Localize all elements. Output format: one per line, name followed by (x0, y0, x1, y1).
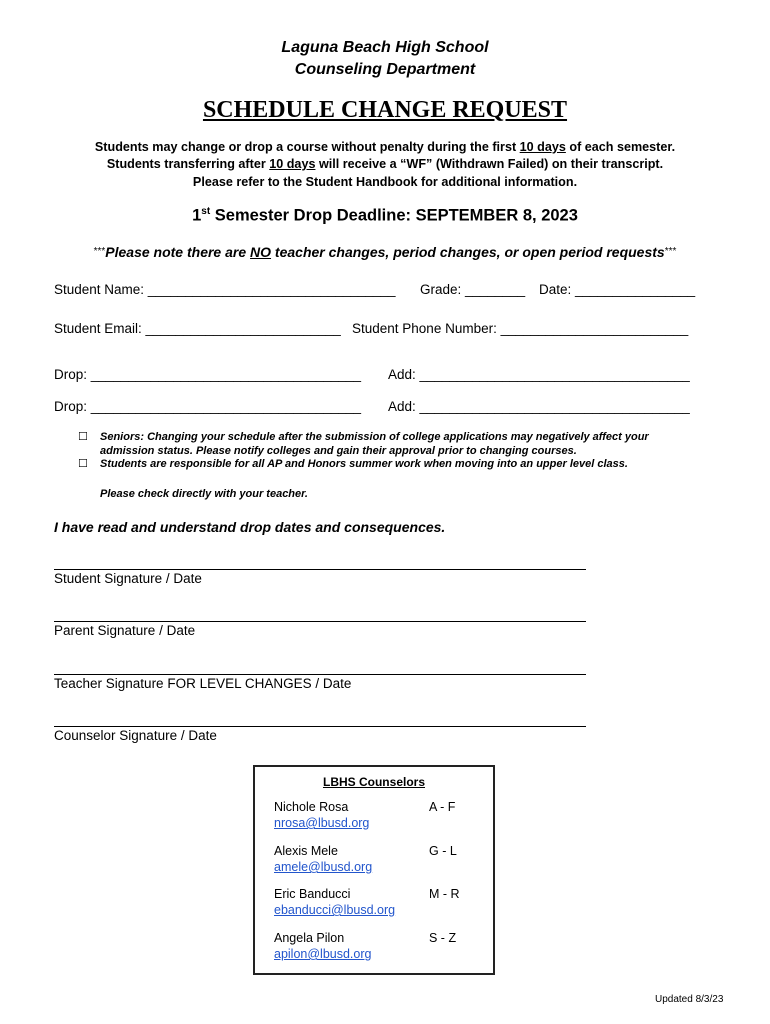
add-field-1[interactable]: Add: ____________________________________ (388, 367, 690, 382)
form-title: SCHEDULE CHANGE REQUEST (202, 97, 568, 123)
counselor-range: A - F (429, 800, 456, 814)
counselor-range: G - L (429, 844, 457, 858)
counselors-title: LBHS Counselors (322, 775, 425, 789)
counselor-name: Alexis Mele (274, 844, 338, 858)
counselor-range: M - R (429, 887, 460, 901)
no-changes-note: ***Please note there are NO teacher changes, period changes, or open period requests*** (93, 244, 677, 260)
checkbox-icon[interactable]: ☐ (78, 430, 88, 443)
grade-field[interactable]: Grade: ________ (420, 282, 526, 297)
add-field-2[interactable]: Add: ____________________________________ (388, 399, 690, 414)
student-phone-field[interactable]: Student Phone Number: _________________________ (352, 321, 689, 336)
school-name: Laguna Beach High School (281, 39, 489, 56)
counselor-name: Angela Pilon (274, 931, 345, 945)
counselor-email-link[interactable]: amele@lbusd.org (274, 860, 373, 874)
student-name-field[interactable]: Student Name: _________________________________ (54, 282, 396, 297)
intro-line-2: Students transferring after 10 days will receive a “WF” (Withdrawn Failed) on their transcript. (106, 157, 664, 171)
drop-field-2[interactable]: Drop: ____________________________________ (54, 399, 362, 414)
counselor-email-link[interactable]: nrosa@lbusd.org (274, 816, 370, 830)
teacher-signature-label: Teacher Signature FOR LEVEL CHANGES / Date (54, 676, 352, 691)
summer-work-notice: Students are responsible for all AP and Honors summer work when moving into an upper level class. (100, 458, 628, 470)
counselor-email-link[interactable]: ebanducci@lbusd.org (274, 903, 396, 917)
acknowledgement: I have read and understand drop dates and consequences. (54, 519, 446, 535)
updated-date: Updated 8/3/23 (655, 994, 724, 1005)
student-signature-label: Student Signature / Date (54, 571, 202, 586)
seniors-notice-line-2: admission status. Please notify colleges and gain their approval prior to changing courses. (100, 445, 577, 457)
date-field[interactable]: Date: ________________ (539, 282, 696, 297)
intro-line-3: Please refer to the Student Handbook for additional information. (192, 175, 578, 189)
counselor-name: Nichole Rosa (274, 800, 349, 814)
parent-signature-line[interactable] (54, 621, 586, 622)
counselors-box (253, 765, 495, 975)
parent-signature-label: Parent Signature / Date (54, 623, 196, 638)
check-with-teacher-note: Please check directly with your teacher. (100, 488, 308, 500)
drop-field-1[interactable]: Drop: ____________________________________ (54, 367, 362, 382)
drop-deadline: 1st Semester Drop Deadline: SEPTEMBER 8, 2023 (192, 206, 578, 225)
counselor-signature-label: Counselor Signature / Date (54, 728, 217, 743)
student-signature-line[interactable] (54, 569, 586, 570)
counselor-signature-line[interactable] (54, 726, 586, 727)
counselor-name: Eric Banducci (274, 887, 351, 901)
counselor-email-link[interactable]: apilon@lbusd.org (274, 947, 372, 961)
counselor-range: S - Z (429, 931, 457, 945)
intro-line-1: Students may change or drop a course without penalty during the first 10 days of each semester. (94, 140, 676, 154)
teacher-signature-line[interactable] (54, 674, 586, 675)
student-email-field[interactable]: Student Email: __________________________ (54, 321, 341, 336)
seniors-notice-line-1: Seniors: Changing your schedule after the submission of college applications may negatively affect your (100, 431, 649, 443)
checkbox-icon[interactable]: ☐ (78, 457, 88, 470)
department-name: Counseling Department (294, 61, 476, 78)
